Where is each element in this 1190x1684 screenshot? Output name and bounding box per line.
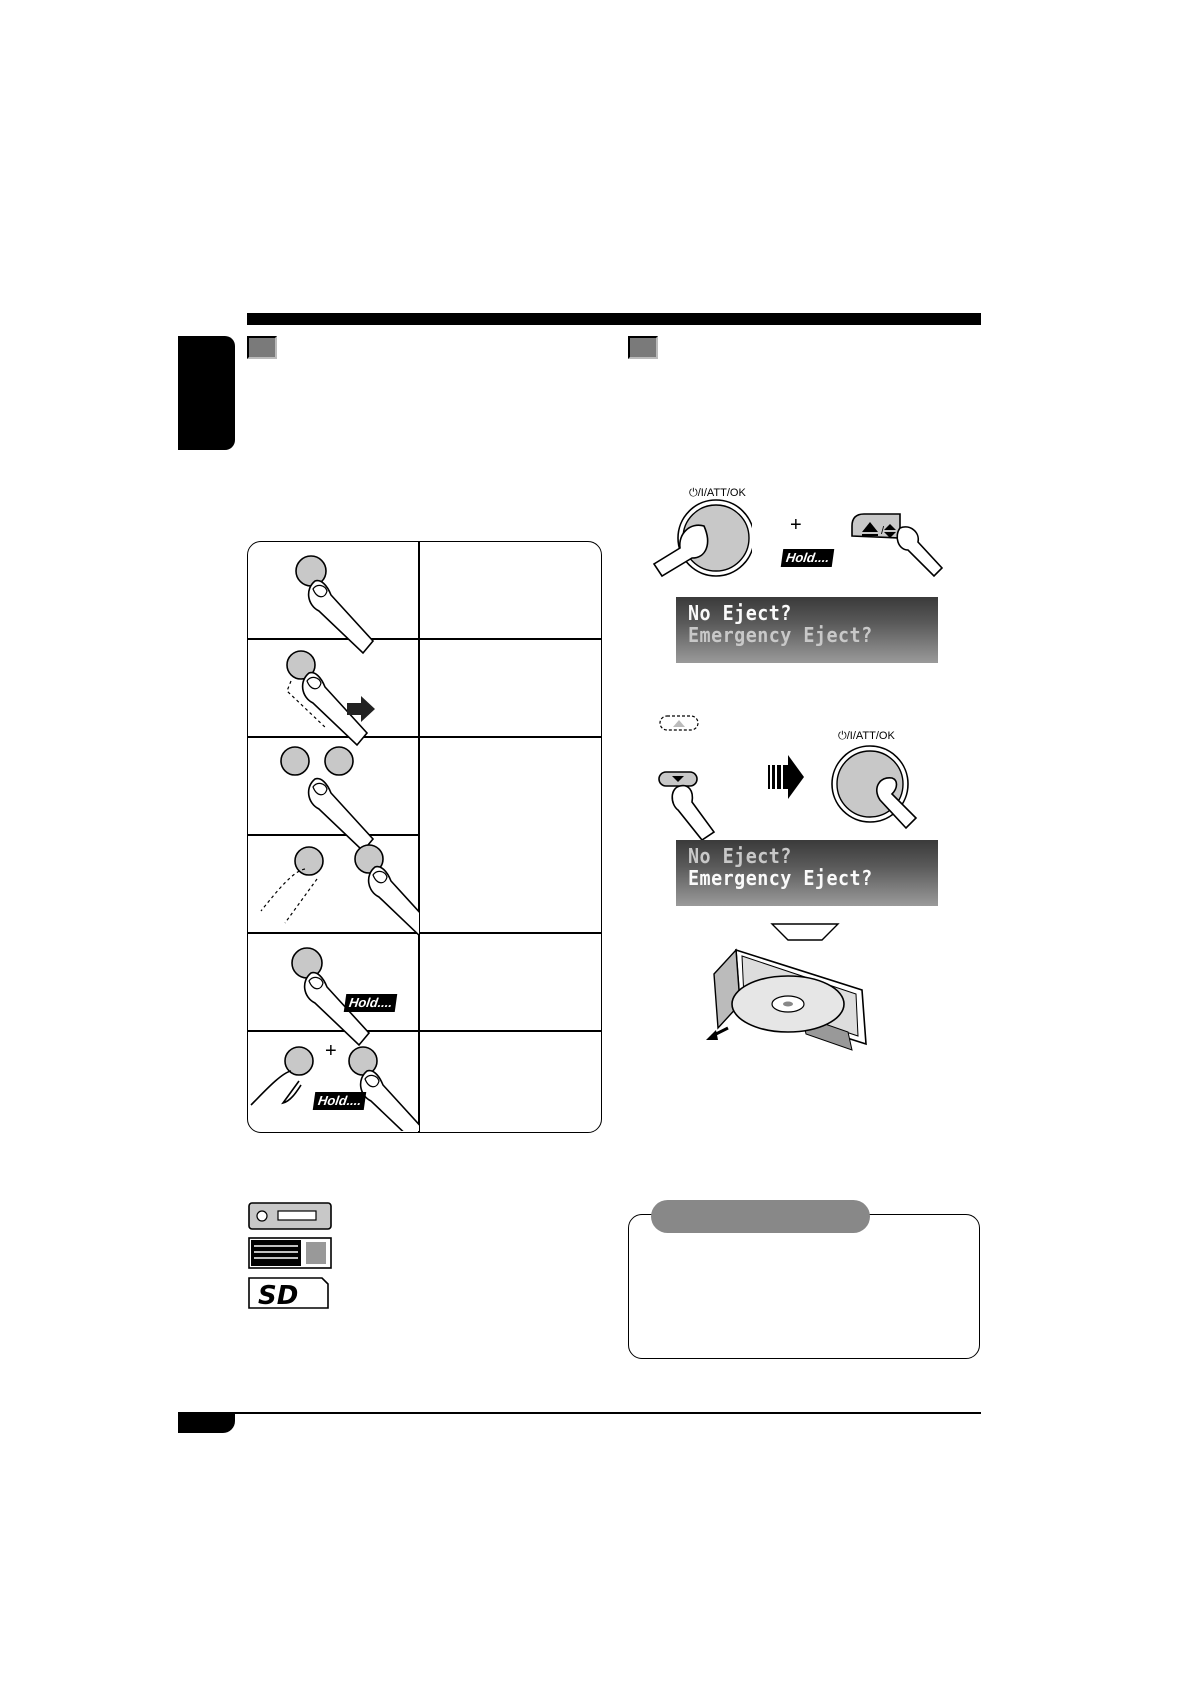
sd-card-icon [249,1278,328,1311]
display-line-emergency-eject: Emergency Eject? [688,623,873,647]
cd-changer-icon [249,1238,331,1268]
power-att-ok-label: ⏻/I/ATT/OK [689,487,746,499]
up-button-dashed [659,714,701,734]
two-buttons-gesture-icon [281,747,373,851]
alternate-buttons-gesture-icon [261,845,419,939]
language-tab [178,336,235,450]
hold-label: Hold.... [313,1092,367,1110]
right-section-marker [628,336,658,359]
media-icons [248,1202,334,1322]
bottom-rule [178,1412,981,1414]
press-gesture-icon [296,556,373,653]
svg-text:/: / [881,525,885,537]
svg-text:SD: SD [258,1281,299,1311]
left-section-marker [247,336,277,359]
top-rule [247,313,981,325]
hold-label: Hold.... [344,994,398,1012]
power-att-ok-knob[interactable] [822,742,942,832]
plus-sign: + [325,1040,337,1062]
display-line-no-eject: No Eject? [688,844,792,868]
power-att-ok-label: ⏻/I/ATT/OK [838,730,895,742]
info-box [628,1214,980,1359]
eject-button[interactable] [848,510,948,580]
unit-icon [249,1203,331,1229]
display-screen-2 [676,840,938,906]
slide-gesture-icon [287,651,375,745]
next-step-arrow [768,755,804,799]
disc-eject-illustration [706,944,872,1062]
down-button[interactable] [656,768,736,842]
display-line-emergency-eject: Emergency Eject? [688,866,873,890]
power-att-ok-knob[interactable] [652,498,752,580]
hold-label: Hold.... [781,549,835,567]
plus-sign: + [790,514,802,536]
page-number-tab [178,1412,235,1433]
display-line-no-eject: No Eject? [688,601,792,625]
info-box-title-pill [651,1200,870,1233]
down-arrow [770,922,840,942]
display-screen-1 [676,597,938,663]
